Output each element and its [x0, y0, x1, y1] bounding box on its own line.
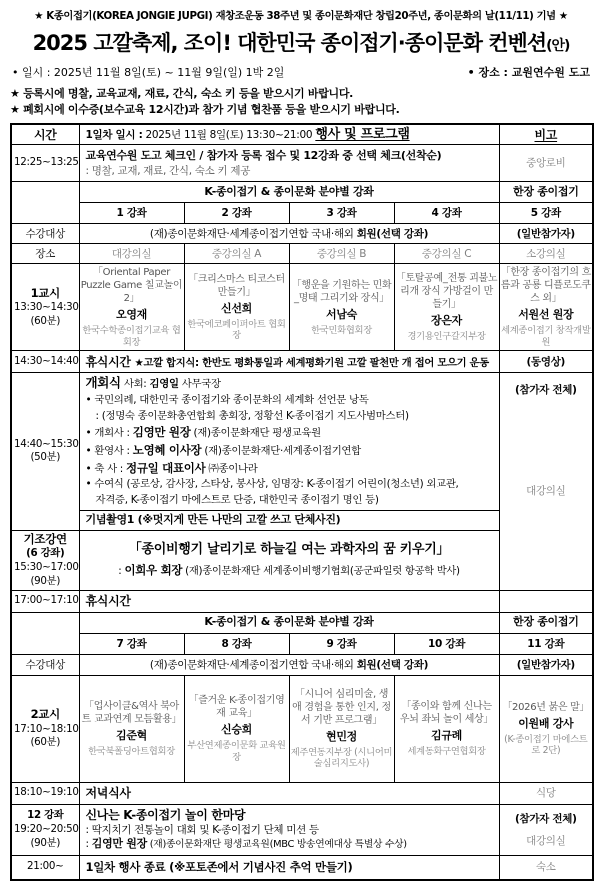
bullet-post: (재)종이문화재단·세계종이접기연합: [201, 445, 361, 458]
session2-band-right: 한장 종이접기: [499, 612, 593, 633]
place-3: 중강의실 B: [289, 244, 394, 264]
keynote-speaker: [82, 563, 497, 579]
lecture-title: 「Oriental Paper Puzzle Game 칠교놀이2」: [80, 267, 183, 305]
day-time: 2025년 11월 8일(토) 13:30~21:00: [142, 128, 316, 141]
lecture-title: 「시니어 심리미술, 생애 경험을 통한 인지, 정서 기반 프로그램」: [292, 688, 391, 726]
session2-band-spacer: [11, 612, 79, 654]
opening-heading: 개회식: [85, 375, 121, 391]
lecture-org: 제주연동지부장 (시니어미술심리지도사): [290, 746, 393, 770]
session2-audience-label: 수강대상: [11, 654, 79, 675]
session2-band-row: [11, 612, 593, 633]
end-note: 숙소: [499, 855, 593, 880]
lecture-org: 세계종이접기 창작개발원: [501, 325, 591, 348]
session2-col-9: 9 강좌: [289, 633, 394, 654]
checkin-content: [79, 145, 499, 182]
period2-hours: 17:10~18:10: [14, 722, 79, 735]
page-title-text: 2025 고깔축제, 조이! 대한민국 종이접기·종이문화 컨벤션: [32, 31, 547, 55]
period2-dur: (60분): [30, 736, 61, 749]
opening-row: [11, 373, 593, 510]
lecture-11: [499, 675, 593, 782]
keynote-time: [11, 530, 79, 590]
lecture-10: [394, 675, 499, 782]
session1-band-title: K-종이접기 & 종이문화 분야별 강좌: [79, 182, 499, 203]
opening-bullet5: • 수여식 (공로상, 감사장, 스타상, 봉사상, 임명장: K-종이접기 어린이(청소년) 외교관,: [85, 478, 459, 491]
lecture-3: [289, 264, 394, 351]
finale-content: [79, 804, 499, 855]
program-label: 행사 및 프로그램: [315, 126, 410, 142]
speaker-post: (재)종이문화재단 세계종이비행기협회(공군파일럿 항공학 박사): [182, 564, 460, 577]
session1-col-2: 2 강좌: [184, 203, 289, 224]
place-1: 대강의실: [79, 244, 184, 264]
opening-heading-line: [86, 374, 497, 393]
lecture-title: 「2026년 붉은 말」: [502, 701, 590, 713]
finale-note-room: 대강의실: [526, 834, 566, 847]
period1-hours: 13:30~14:30: [14, 301, 79, 314]
opening-mc-name: 김영일: [149, 378, 179, 391]
audience-bold: 회원(선택 강좌): [356, 658, 429, 671]
session2-col-11: 11 강좌: [499, 633, 593, 654]
col-header-program: [79, 124, 499, 145]
session1-cols-row: [11, 203, 593, 224]
session1-places-row: [11, 244, 593, 264]
bullet-name: 김영만 원장: [132, 425, 191, 440]
dinner-time: 18:10~19:10: [11, 782, 79, 804]
registration-notice: ★ 등록시에 명찰, 교육교재, 재료, 간식, 숙소 키 등을 받으시기 바랍니다.: [10, 87, 354, 100]
opening-note-wrap: [502, 379, 591, 584]
break2-row: [11, 590, 593, 612]
lecture-org: (K-종이접기 마에스트로 2단): [504, 733, 588, 757]
bullet-pre: • 개회사 :: [85, 427, 133, 440]
dinner-row: [11, 782, 593, 804]
lecture-speaker: 이원배 강사: [518, 716, 574, 730]
opening-bullet3: [86, 442, 497, 460]
checkin-note: 중앙로비: [499, 145, 593, 182]
keynote-hours: 15:30~17:00: [14, 560, 79, 573]
bullet-name: 노영혜 이사장: [132, 443, 202, 458]
break1-content: [79, 351, 499, 373]
session1-col-1: 1 강좌: [79, 203, 184, 224]
commemoration-line: ★ K종이접기(KOREA JONGIE JUPGI) 재창조운동 38주년 및 종이문화재단 창립20주년, 종이문화의 날(11/11) 기념 ★: [34, 10, 568, 22]
finale-line3-post: (재)종이문화재단 평생교육원(MBC 방송연예대상 특별상 수상): [146, 839, 407, 851]
end-row: [11, 855, 593, 880]
lecture-speaker: 신선희: [221, 301, 252, 315]
lecture-speaker: 서원선 원장: [518, 308, 574, 322]
opening-hours: 14:40~15:30: [14, 437, 79, 450]
keynote-title: 「종이비행기 날리기로 하늘길 여는 과학자의 꿈 키우기」: [128, 542, 450, 558]
finale-row: [11, 804, 593, 855]
session2-col-8: 8 강좌: [184, 633, 289, 654]
session2-band-title: K-종이접기 & 종이문화 분야별 강좌: [79, 612, 499, 633]
event-place: • 장소 : 교원연수원 도고: [467, 66, 590, 79]
finale-hours: 19:20~20:50: [14, 822, 79, 835]
keynote-period2: (6 강좌): [26, 547, 65, 560]
lecture-org: 한국수학종이접기교육 협회장: [82, 325, 181, 348]
lecture-title: 「행운을 기원하는 민화_명태 그리기와 장식」: [291, 279, 392, 304]
session1-audience: [79, 224, 499, 244]
keynote-content: [79, 530, 499, 590]
lecture-speaker: 김규례: [431, 728, 463, 742]
page-title: [10, 27, 592, 57]
audience-bold: 회원(선택 강좌): [356, 227, 429, 240]
finale-time: [11, 804, 79, 855]
finale-period: 12 강좌: [27, 808, 64, 821]
opening-content: [79, 373, 499, 510]
audience-text: (재)종이문화재단·세계종이접기연합 국내·해외: [149, 227, 357, 240]
lecture-5: [499, 264, 593, 351]
end-label: 1일차 행사 종료 (※포토존에서 기념사진 추억 만들기): [79, 855, 499, 880]
lecture-speaker: 장은자: [431, 314, 463, 328]
period2-name: 2교시: [30, 707, 60, 722]
lecture-title: 「업사이클&역사 북아트 교과연계 모듬활용」: [81, 700, 182, 725]
session1-band-right: 한장 종이접기: [499, 182, 593, 203]
lecture-1: [79, 264, 184, 351]
lecture-9: [289, 675, 394, 782]
bullet-pre: • 환영사 :: [85, 445, 133, 458]
session2-audience-row: [11, 654, 593, 675]
lecture-speaker: 김준혁: [116, 728, 147, 742]
lecture-speaker: 오영재: [116, 308, 147, 322]
break1-campaign: ★고깔 합지식: 한반도 평화통일과 세계평화기원 고깔 팔천만 개 접어 모으기 운동: [134, 356, 489, 369]
lecture-org: 세계동화구연협회장: [407, 745, 486, 757]
keynote-period: 기조강연: [23, 531, 67, 546]
lecture-title: 「한장 종이접기의 흐름과 공룡 디플로도쿠스 외」: [500, 267, 591, 305]
page-title-suffix: (안): [546, 38, 570, 54]
session2-audience-right: (일반참가자): [499, 654, 593, 675]
photo-line: 기념촬영1 (※멋지게 만든 나만의 고깔 쓰고 단체사진): [79, 510, 499, 530]
session1-audience-label: 수강대상: [11, 224, 79, 244]
finale-dur: (90분): [30, 836, 61, 849]
keynote-dur: (90분): [30, 574, 61, 587]
session1-band-spacer: [11, 182, 79, 224]
period1-time: [11, 264, 79, 351]
checkin-time: 12:25~13:25: [11, 145, 79, 182]
opening-bullet1b: : (정명숙 종이문화총연합회 총회장, 정황선 K-종이접기 지도사범마스터): [95, 409, 409, 422]
bullet-post: (재)종이문화재단 평생교육원: [190, 427, 321, 440]
place-4: 중강의실 C: [394, 244, 499, 264]
finale-line2: : 딱지치기 전통놀이 대회 및 K-종이접기 단체 미션 등: [85, 824, 319, 837]
opening-mc-label: 사회:: [120, 378, 150, 391]
session2-audience: [79, 654, 499, 675]
finale-line3: [86, 837, 497, 852]
dinner-note: 식당: [499, 782, 593, 804]
lecture-org: 한국민화협회장: [311, 324, 372, 336]
session1-band-row: [11, 182, 593, 203]
session2-col-7: 7 강좌: [79, 633, 184, 654]
checkin-line1: 교육연수원 도고 체크인 / 참가자 등록 접수 및 12강좌 중 선택 체크(선착순): [85, 148, 442, 162]
opening-time: [11, 373, 79, 530]
period1-row: [11, 264, 593, 351]
break2-note: [499, 590, 593, 612]
break1-row: [11, 351, 593, 373]
lecture-org: 한국에코페이퍼아트 협회장: [187, 318, 286, 342]
audience-text: (재)종이문화재단·세계종이접기연합 국내·해외: [149, 658, 357, 671]
finale-note-audience: (참가자 전체): [515, 812, 577, 825]
break2-label: 휴식시간: [79, 590, 499, 612]
lecture-speaker: 현민정: [326, 729, 357, 743]
end-time: 21:00~: [11, 855, 79, 880]
checkin-row: [11, 145, 593, 182]
lecture-speaker: 서남숙: [326, 307, 357, 321]
event-meta: [12, 64, 590, 80]
lecture-2: [184, 264, 289, 351]
finale-note-cell: [499, 804, 593, 855]
opening-note-audience: (참가자 전체): [515, 384, 577, 397]
session1-col-4: 4 강좌: [394, 203, 499, 224]
schedule-table: [10, 123, 594, 881]
lecture-7: [79, 675, 184, 782]
break2-time: 17:00~17:10: [11, 590, 79, 612]
speaker-pre: :: [118, 564, 125, 577]
finale-line3-pre: :: [85, 838, 92, 851]
opening-bullet4: [86, 460, 497, 478]
checkin-line2: : 명찰, 교재, 재료, 간식, 숙소 키 제공: [85, 164, 251, 177]
event-date: • 일시 : 2025년 11월 8일(토) ~ 11월 9일(일) 1박 2일: [12, 66, 285, 79]
lecture-title: 「크리스마스 티코스터 만들기」: [188, 273, 285, 298]
session2-col-10: 10 강좌: [394, 633, 499, 654]
col-header-note: 비고: [499, 124, 593, 145]
place-5: 소강의실: [499, 244, 593, 264]
break1-time: 14:30~14:40: [11, 351, 79, 373]
lecture-title: 「즐거운 K-종이접기영재 교육」: [188, 695, 285, 720]
lecture-title: 「토탈공예_전통 괴불노리개 장식 가방걸이 만들기」: [395, 273, 498, 311]
place-2: 중강의실 A: [184, 244, 289, 264]
speaker-name: 이희우 회장: [124, 562, 183, 577]
session1-audience-right: (일반참가자): [499, 224, 593, 244]
lecture-8: [184, 675, 289, 782]
bullet-pre: • 축 사 :: [85, 462, 127, 475]
period1-dur: (60분): [30, 315, 61, 328]
opening-note-cell: [499, 373, 593, 590]
lecture-speaker: 신승희: [221, 723, 252, 737]
session1-col-3: 3 강좌: [289, 203, 394, 224]
break1-note: (동영상): [499, 351, 593, 373]
bullet-post: ㈜종이나라: [205, 462, 258, 475]
session1-col-5: 5 강좌: [499, 203, 593, 224]
lecture-org: 한국북폴딩아트협회장: [88, 745, 175, 757]
period2-row: [11, 675, 593, 782]
closing-notice: ★ 폐회시에 이수증(보수교육 12시간)과 참가 기념 협찬품 등을 받으시기 바랍니다.: [10, 102, 400, 116]
break1-label: 휴식시간: [85, 354, 135, 369]
dinner-label: 저녁식사: [79, 782, 499, 804]
table-header-row: [11, 124, 593, 145]
period1-name: 1교시: [30, 285, 60, 300]
lecture-title: 「종이와 함께 신나는 우뇌 좌뇌 놀이 세상」: [399, 700, 494, 725]
finale-title: 신나는 K-종이접기 놀이 한마당: [85, 808, 246, 823]
lecture-4: [394, 264, 499, 351]
bullet-name: 정규일 대표이사: [126, 460, 206, 475]
opening-mc-title: 사무국장: [178, 378, 221, 391]
col-header-time: 시간: [11, 124, 79, 145]
opening-bullet5b: 자격증, K-종이접기 마에스트로 단증, 대한민국 종이접기 명인 등): [95, 493, 379, 506]
session2-cols-row: [11, 633, 593, 654]
finale-line3-name: 김영만 원장: [91, 837, 147, 851]
day-label: 1일차 일시 :: [85, 128, 143, 141]
lecture-org: 경기용인구갈지부장: [407, 331, 486, 343]
lecture-org: 부산연제종이문화 교육원장: [187, 740, 286, 763]
period2-time: [11, 675, 79, 782]
place-label: 장소: [11, 244, 79, 264]
opening-bullet2: [86, 424, 497, 442]
session1-audience-row: [11, 224, 593, 244]
opening-dur: (50분): [30, 451, 61, 464]
opening-note-room: 대강의실: [526, 484, 566, 497]
opening-bullet1: • 국민의례, 대한민국 종이접기와 종이문화의 세계화 선언문 낭독: [85, 394, 369, 407]
